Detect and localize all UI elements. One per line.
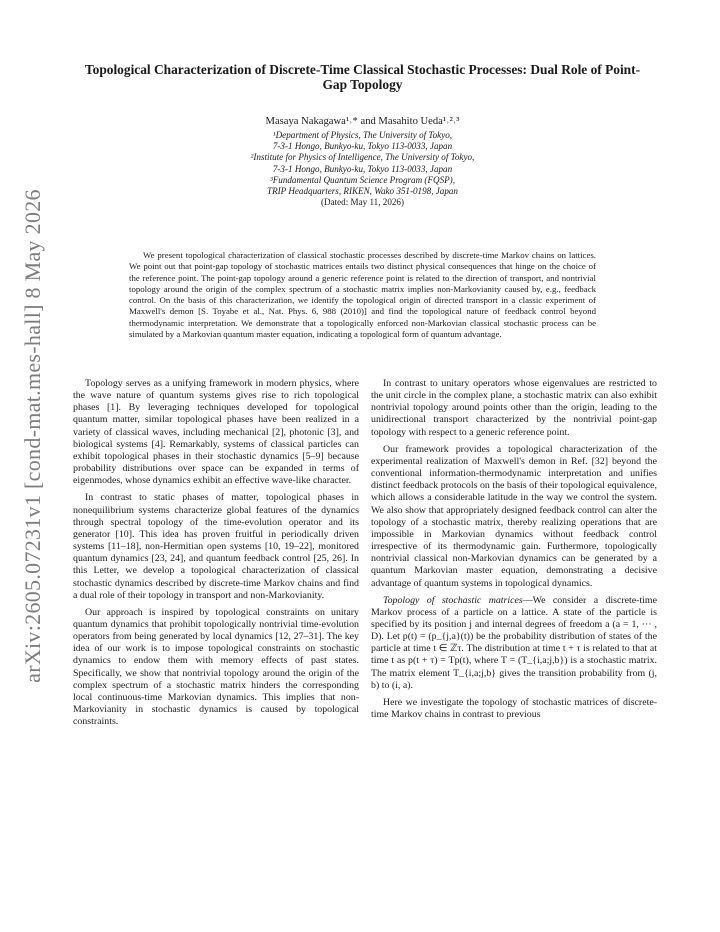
arxiv-identifier-text: arXiv:2605.07231v1 [cond-mat.mes-hall] 8 May 2026 <box>20 189 45 683</box>
affiliation-line: 7-3-1 Hongo, Bunkyo-ku, Tokyo 113-0033, Japan <box>272 141 453 152</box>
section-paragraph <box>371 595 657 692</box>
affiliation-line: ³Fundamental Quantum Science Program (FQSP), <box>270 174 455 185</box>
body-paragraph: In contrast to unitary operators whose eigenvalues are restricted to the unit circle in the complex plane, a stochastic matrix can also exhibit nontrivial topology around points other than the origin, leading to the unidirectional transport characterized by the nontrivial point-gap topology with respect to a generic reference point. <box>371 378 657 438</box>
affiliation-line: TRIP Headquarters, RIKEN, Wako 351-0198, Japan <box>267 186 458 197</box>
body-paragraph: Here we investigate the topology of stochastic matrices of discrete-time Markov chains in contrast to previous <box>371 696 657 721</box>
body-paragraph: Our approach is inspired by topological constraints on unitary quantum dynamics that prohibit topologically nontrivial time-evolution operators from being generated by local dynamics [12, 27–31]. The key idea of our work is to impose topological constraints on stochastic dynamics to endow them with memory effects of past states. Specifically, we show that nontrivial topology around the origin of the complex spectrum of a stochastic matrix hinders the corresponding local continuous-time Markovian dynamics. This implies that non-Markovianity in stochastic dynamics is caused by topological constraints. <box>73 606 359 728</box>
affiliation-line: ¹Department of Physics, The University of Tokyo, <box>272 130 453 140</box>
body-paragraph: Our framework provides a topological characterization of the experimental realization of Maxwell's demon in Ref. [32] beyond the conventional information-thermodynamic interpretation and unifies distinct feedback protocols on the basis of their topological equivalence, which allows a considerable latitude in the way we control the system. We also show that appropriately designed feedback control can alter the topology of a stochastic matrix, thereby realizing operations that are impossible in Markovian dynamics without feedback control irrespective of its thermodynamic gain. Furthermore, topologically nontrivial classical non-Markovian dynamics can be generated by a quantum Markovian master equation, demonstrating a decisive advantage of quantum systems in topological dynamics. <box>371 443 657 589</box>
affiliation-line: ²Institute for Physics of Intelligence, The University of Tokyo, <box>250 152 475 163</box>
arxiv-identifier-stamp <box>4 189 62 683</box>
body-paragraph: In contrast to static phases of matter, topological phases in nonequilibrium systems characterize global features of the dynamics through spectral topology of the time-evolution operator and its generator [10]. This idea has proven fruitful in periodically driven systems [11–18], non-Hermitian open systems [10, 19–22], monitored quantum dynamics [23, 24], and quantum feedback control [25, 26]. In this Letter, we develop a topological characterization of classical stochastic dynamics described by discrete-time Markov chains and find a dual role of their topology in transport and non-Markovianity. <box>73 492 359 601</box>
abstract: We present topological characterization of classical stochastic processes described by discrete-time Markov chains on lattices. We point out that point-gap topology of stochastic matrices entails two distinct physical consequences that hinge on the choice of the reference point. The point-gap topology around a generic reference point is related to the direction of transport, and nontrivial topology around the origin of the complex spectrum of a stochastic matrix implies non-Markovianity caused by, e.g., feedback control. On the basis of this characterization, we identify the topological origin of directed transport in a classic experiment of Maxwell's demon [S. Toyabe et al., Nat. Phys. 6, 988 (2010)] and find the topological nature of feedback control beyond thermodynamic interpretation. We demonstrate that a topologically enforced non-Markovian classical stochastic process can be simulated by a Markovian quantum master equation, indicating a topological form of quantum advantage. <box>129 250 596 340</box>
paper-title: Topological Characterization of Discrete-Time Classical Stochastic Processes: Dual Role of Point-Gap Topology <box>84 62 641 92</box>
section-runin-heading: Topology of stochastic matrices <box>383 594 523 606</box>
date-line: (Dated: May 11, 2026) <box>320 197 404 208</box>
section-paragraph-text: —We consider a discrete-time Markov process of a particle on a lattice. A state of the particle is specified by its position j and internal degrees of freedom a (a = 1, ··· , D). Let p(t) = (p_{j,a}(t)) be the probability distribution of states of the particle at time t ∈ ℤτ. The distribution at time t + τ is related to that at time t as p(t + τ) = Tp(t), where T = (T_{i,a;j,b}) is a stochastic matrix. The matrix element T_{i,a;j,b} gives the transition probability from (j, b) to (i, a). <box>371 594 657 691</box>
body-column-right <box>371 378 657 721</box>
body-column-left <box>73 378 359 728</box>
paper-header <box>80 62 645 208</box>
affiliation-line: 7-3-1 Hongo, Bunkyo-ku, Tokyo 113-0033, Japan <box>272 163 453 174</box>
author-list: Masaya Nakagawa¹˒* and Masahito Ueda¹˒²˒³ <box>265 116 460 127</box>
body-paragraph: Topology serves as a unifying framework in modern physics, where the wave nature of quantum systems gives rise to rich topological phases [1]. By leveraging techniques developed for topological quantum matter, similar topological phases have been realized in a variety of classical waves, including mechanical [2], photonic [3], and biological systems [4]. Remarkably, systems of classical particles can exhibit topological phases in their stochastic dynamics [5–9] because probability distributions over space can be expanded in terms of eigenmodes, whose dynamics exhibit an effective wave-like character. <box>73 378 359 487</box>
